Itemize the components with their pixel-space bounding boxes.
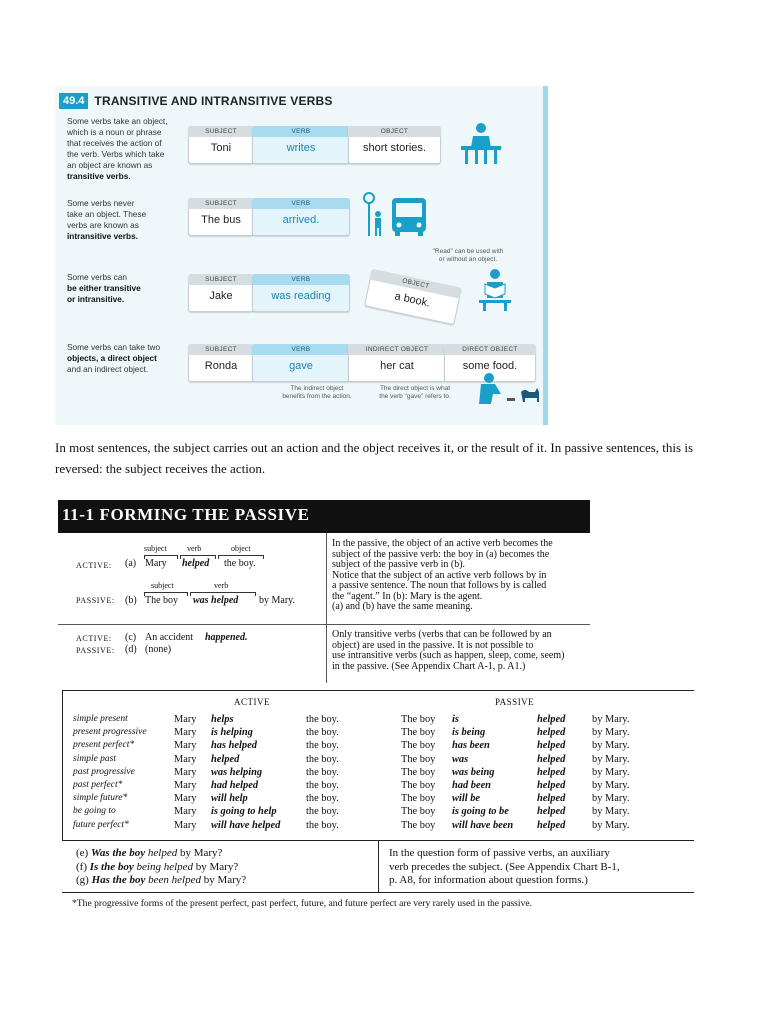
direct-object-word: some food. [462, 360, 518, 372]
example-b-letter: (b) [125, 595, 137, 606]
verb-tag: verb [214, 581, 229, 590]
cell-p-agent: by Mary. [592, 740, 630, 752]
explanation-line: in the passive. (See Appendix Chart A-1, p. A1.) [332, 660, 526, 672]
desc-line: take an object. These [67, 209, 147, 219]
desc-line-bold: intransitive verbs. [67, 231, 139, 241]
explanation-line: the “agent.” In (b): Mary is the agent. [332, 590, 483, 602]
verb-label: VERB [252, 274, 350, 285]
cell-p-aux: is being [452, 727, 486, 739]
cell-p-aux: will be [452, 793, 480, 805]
desc-line: Some verbs take an object, [67, 116, 168, 126]
example-b-agent: by Mary. [259, 595, 296, 606]
footnote: *The progressive forms of the present perfect, past perfect, future, and future perfect are very rarely used in the passive. [72, 898, 533, 909]
cell-p-aux: was [452, 753, 469, 765]
passive-header: PASSIVE [495, 697, 535, 707]
passive-label: PASSIVE: [76, 646, 115, 655]
note-line: The indirect object [290, 385, 344, 392]
description-both [67, 272, 185, 305]
cell-p-aux: was being [452, 766, 495, 778]
indirect-object-note [267, 385, 367, 401]
desc-line: verbs are known as [67, 220, 139, 230]
object-piece [348, 126, 441, 164]
cell-p-verb: helped [537, 819, 566, 831]
cell-p-agent: by Mary. [592, 727, 630, 739]
active-label: ACTIVE: [76, 561, 112, 570]
desc-line-bold: or intransitive. [67, 294, 125, 304]
person-reading-icon [475, 266, 515, 312]
cell-p-verb: helped [537, 793, 566, 805]
subject-tag: subject [144, 544, 167, 553]
cell-p-aux: will have been [452, 819, 514, 831]
object-word: a book. [393, 290, 432, 310]
desc-line: Some verbs never [67, 198, 135, 208]
cell-tense: simple present [73, 714, 128, 724]
cell-p-subj: The boy [401, 819, 436, 831]
cell-a-subj: Mary [174, 819, 197, 831]
explanation-transitive [332, 630, 588, 672]
note-line: In the question form of passive verbs, an auxiliary [389, 847, 610, 859]
object-label: OBJECT [370, 269, 462, 299]
example-a-object: the boy. [224, 558, 256, 569]
subject-label: SUBJECT [188, 198, 254, 209]
note-line: p. A8, for information about question forms.) [389, 874, 588, 886]
cell-p-subj: The boy [401, 753, 436, 765]
subject-piece [188, 344, 254, 382]
cell-p-verb: helped [537, 753, 566, 765]
subject-word: Toni [210, 142, 232, 154]
table-left-border [62, 690, 63, 840]
infographic-panel [55, 86, 548, 425]
cell-p-agent: by Mary. [592, 819, 630, 831]
example-d-letter: (d) [125, 644, 137, 655]
desc-line: which is a noun or phrase [67, 127, 162, 137]
question-g: (g) Has the boy been helped by Mary? [76, 874, 247, 886]
passive-label: PASSIVE: [76, 596, 115, 605]
desc-line: an object are known as [67, 160, 153, 170]
example-a-letter: (a) [125, 558, 137, 569]
cell-a-obj: the boy. [306, 740, 339, 752]
subject-piece [188, 126, 254, 164]
infographic-title: TRANSITIVE AND INTRANSITIVE VERBS [94, 94, 333, 108]
cell-p-agent: by Mary. [592, 780, 630, 791]
verb-word: was reading [271, 290, 331, 302]
chart-title-bar [58, 500, 590, 533]
example-b-subject: The boy [145, 595, 179, 606]
verb-piece [252, 198, 350, 236]
verb-label: VERB [252, 198, 350, 209]
object-piece-tilted [364, 269, 462, 325]
subject-word: The bus [201, 214, 241, 226]
column-divider [326, 533, 327, 683]
cell-a-verb: has helped [211, 740, 257, 752]
description-intransitive [67, 198, 185, 242]
cell-a-verb: will have helped [211, 819, 281, 831]
verb-piece [252, 126, 350, 164]
cell-p-subj: The boy [401, 714, 436, 725]
cell-a-verb: was helping [211, 766, 263, 778]
cell-p-verb: helped [537, 740, 566, 752]
cell-a-subj: Mary [174, 740, 197, 752]
explanation-line: (a) and (b) have the same meaning. [332, 601, 473, 612]
indirect-object-word: her cat [380, 360, 414, 372]
person-writing-icon [457, 120, 505, 166]
row-divider [58, 624, 590, 625]
cell-tense: future perfect* [73, 819, 129, 830]
cell-tense: be going to [73, 806, 116, 817]
explanation-line: Notice that the subject of an active verb follows by in [332, 569, 547, 581]
desc-line: that receives the action of [67, 138, 162, 148]
desc-line: Some verbs can [67, 272, 127, 282]
example-b-verb: was helped [193, 595, 239, 606]
desc-line-bold: objects, a direct object [67, 353, 157, 363]
cell-a-subj: Mary [174, 714, 197, 725]
verb-word: arrived. [282, 214, 320, 226]
note-line: or without an object. [438, 256, 498, 263]
infographic-header [59, 92, 333, 110]
subject-tag: subject [151, 581, 174, 590]
active-label: ACTIVE: [76, 634, 112, 643]
chart-title: 11-1 FORMING THE PASSIVE [62, 505, 310, 524]
active-header: ACTIVE [234, 697, 270, 707]
direct-object-note [365, 385, 465, 401]
explanation-passive [332, 539, 588, 613]
cell-a-subj: Mary [174, 780, 197, 791]
question-note [389, 847, 620, 888]
cell-p-subj: The boy [401, 766, 436, 778]
cell-p-subj: The boy [401, 727, 436, 739]
cell-p-agent: by Mary. [592, 766, 630, 778]
cell-a-subj: Mary [174, 793, 197, 805]
desc-line-bold: transitive verbs. [67, 171, 131, 181]
question-divider [378, 840, 379, 892]
bus-stop-icon [360, 190, 430, 238]
example-c-text: An accident [145, 632, 194, 643]
direct-object-label: DIRECT OBJECT [444, 344, 536, 355]
cell-a-obj: the boy. [306, 727, 339, 739]
explanation-line: In the passive, the object of an active verb becomes the [332, 538, 553, 549]
example-c-letter: (c) [125, 632, 137, 643]
explanation-line: object) are used in the passive. It is not possible to [332, 639, 534, 651]
example-d-text: (none) [145, 644, 172, 655]
cell-a-verb: helps [211, 714, 234, 725]
subject-label: SUBJECT [188, 126, 254, 137]
cell-p-subj: The boy [401, 806, 436, 818]
indirect-object-label: INDIRECT OBJECT [348, 344, 446, 355]
cell-a-verb: had helped [211, 780, 259, 791]
object-word: short stories. [363, 142, 426, 154]
verb-piece [252, 344, 350, 382]
forming-passive-chart [58, 500, 590, 683]
indirect-object-piece [348, 344, 446, 382]
example-a-subject: Mary [145, 558, 167, 569]
cell-p-aux: is [452, 714, 459, 725]
question-f: (f) Is the boy being helped by Mary? [76, 860, 239, 873]
cell-tense: past perfect* [73, 780, 123, 790]
cell-a-subj: Mary [174, 806, 197, 818]
cell-p-agent: by Mary. [592, 753, 630, 765]
cell-p-agent: by Mary. [592, 806, 630, 818]
cell-a-obj: the boy. [306, 806, 339, 818]
description-transitive [67, 116, 185, 182]
subject-label: SUBJECT [188, 344, 254, 355]
table-top-border [62, 690, 694, 691]
cell-p-aux: has been [452, 740, 490, 752]
cell-p-verb: helped [537, 727, 566, 739]
cell-a-obj: the boy. [306, 819, 339, 831]
cell-a-verb: is helping [211, 727, 253, 739]
note-line: the verb "gave" refers to. [379, 393, 451, 400]
intro-paragraph: In most sentences, the subject carries out an action and the object receives it, or the result of it. In passive sentences, this is reversed: the subject receives the action. [55, 440, 693, 476]
desc-line: and an indirect object. [67, 364, 149, 374]
cell-a-verb: will help [211, 793, 248, 805]
example-c-verb: happened. [205, 632, 248, 643]
explanation-line: subject of the passive verb: the boy in (a) becomes the [332, 548, 550, 560]
example-a-verb: helped [182, 558, 210, 569]
cell-a-obj: the boy. [306, 793, 339, 805]
cell-p-aux: had been [452, 780, 491, 791]
description-two-objects [67, 342, 185, 375]
cell-tense: present progressive [73, 727, 147, 738]
verb-piece [252, 274, 350, 312]
cell-a-subj: Mary [174, 753, 197, 765]
desc-line: the verb. Verbs which take [67, 149, 165, 159]
read-note [423, 248, 513, 264]
cell-p-aux: is going to be [452, 806, 509, 818]
explanation-line: Only transitive verbs (verbs that can be followed by an [332, 629, 552, 640]
note-line: "Read" can be used with [432, 248, 504, 255]
cell-a-obj: the boy. [306, 753, 339, 765]
explanation-line: a passive sentence. The noun that follows by is called [332, 580, 547, 591]
desc-line: Some verbs can take two [67, 342, 161, 352]
cell-p-agent: by Mary. [592, 714, 630, 725]
cell-a-subj: Mary [174, 766, 197, 778]
note-line: benefits from the action. [282, 393, 352, 400]
note-line: verb precedes the subject. (See Appendix Chart B-1, [389, 860, 620, 873]
cell-p-verb: helped [537, 780, 566, 791]
active-passive-table [62, 690, 694, 892]
object-tag: object [231, 544, 251, 553]
cell-tense: present perfect* [73, 740, 135, 751]
cell-p-subj: The boy [401, 780, 436, 791]
section-number: 49.4 [59, 93, 88, 109]
question-e: (e) Was the boy helped by Mary? [76, 847, 223, 859]
cell-p-agent: by Mary. [592, 793, 630, 805]
cell-p-subj: The boy [401, 793, 436, 805]
cell-a-obj: the boy. [306, 780, 339, 791]
verb-word: writes [286, 142, 316, 154]
cell-p-verb: helped [537, 766, 566, 778]
cell-a-obj: the boy. [306, 766, 339, 778]
subject-piece [188, 198, 254, 236]
subject-word: Jake [209, 290, 233, 302]
explanation-line: subject of the passive verb in (b). [332, 559, 466, 570]
object-label: OBJECT [348, 126, 441, 137]
person-feeding-cat-icon [473, 372, 541, 408]
cell-p-subj: The boy [401, 740, 436, 752]
cell-a-verb: helped [211, 753, 240, 765]
verb-tag: verb [187, 544, 202, 553]
subject-word: Ronda [204, 360, 238, 372]
verb-label: VERB [252, 126, 350, 137]
subject-label: SUBJECT [188, 274, 254, 285]
verb-label: VERB [252, 344, 350, 355]
subject-piece [188, 274, 254, 312]
verb-word: gave [289, 360, 313, 372]
table-bottom-border [62, 892, 694, 893]
cell-p-verb: helped [537, 806, 566, 818]
cell-p-verb: helped [537, 714, 566, 725]
question-examples [76, 847, 246, 888]
note-line: The direct object is what [379, 385, 451, 392]
cell-tense: simple future* [73, 793, 128, 804]
cell-a-verb: is going to help [211, 806, 277, 818]
cell-tense: simple past [73, 753, 117, 764]
explanation-line: use intransitive verbs (such as happen, sleep, come, seem) [332, 650, 565, 661]
cell-tense: past progressive [73, 766, 135, 777]
desc-line-bold: be either transitive [67, 283, 141, 293]
cell-a-obj: the boy. [306, 714, 339, 725]
cell-a-subj: Mary [174, 727, 197, 739]
